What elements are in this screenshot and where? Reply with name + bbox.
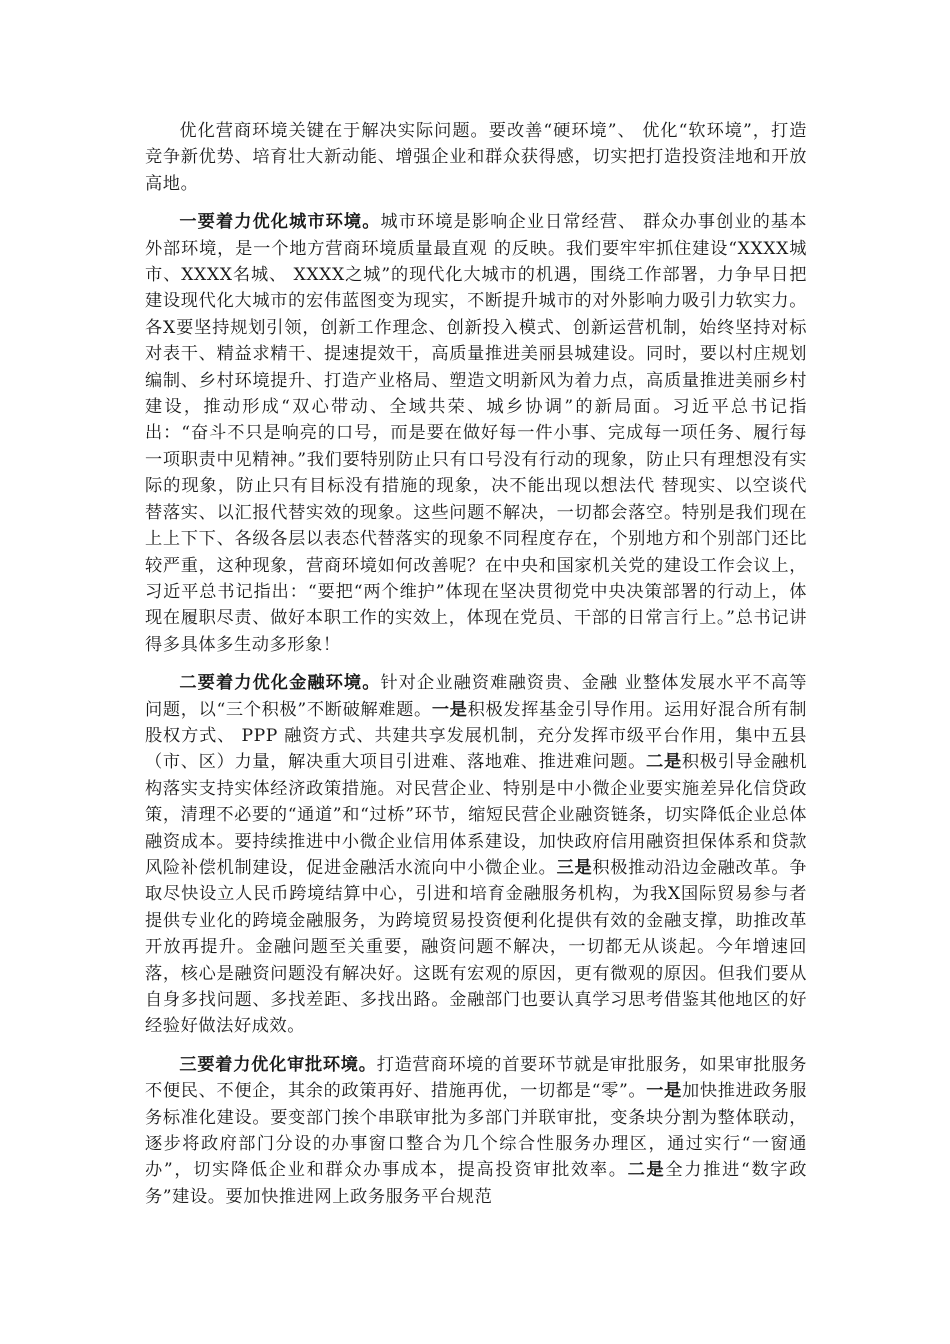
section-text: 加快推进政务服务标准化建设。要变部门挨个串联审批为多部门并联审批，变条块分割为整体联动，逐步将政府部门分设的办事窗口整合为几个综合性服务办理区，通过实行“一窗通办”，切实降低企业和群众办事成本，提高投资审批效率。: [145, 1081, 807, 1181]
point-marker: 一是: [431, 699, 468, 720]
section-heading: 三要着力优化审批环境。: [179, 1054, 377, 1075]
section-city-environment: [145, 209, 807, 658]
section-text: 全力推进“数字政务”建设。要加快推进网上政务服务平台规范: [145, 1160, 808, 1207]
point-marker: 一是: [646, 1081, 683, 1102]
intro-text: 优化营商环境关键在于解决实际问题。要改善“硬环境”、 优化“软环境”，打造竞争新优势、培育壮大新动能、增强企业和群众获得感，切实把打造投资洼地和开放高地。: [145, 121, 807, 194]
section-text: 积极发挥基金引导作用。运用好混合所有制股权方式、 PPP 融资方式、共建共享发展机制，充分发挥市级平台作用，集中五县（市、区）力量，解决重大项目引进难、落地难、推进难问题。: [145, 699, 807, 773]
section-text: 积极引导金融机构落实支持实体经济政策措施。对民营企业、特别是中小微企业要实施差异化信贷政策，清理不必要的“通道”和“过桥”环节，缩短民营企业融资链条，切实降低企业总体融资成本。要持续推进中小微企业信用体系建设，加快政府信用融资担保体系和贷款风险补偿机制建设，促进金融活水流向中小微企业。: [145, 752, 807, 878]
point-marker: 二是: [646, 752, 682, 773]
section-approval-environment: [145, 1052, 807, 1210]
point-marker: 三是: [556, 857, 593, 878]
section-body: 城市环境是影响企业日常经营、 群众办事创业的基本外部环境，是一个地方营商环境质量最直观 的反映。我们要牢牢抓住建设“XXXX城市、XXXX名城、 XXXX之城”的现代化大城市的机遇，围绕工作部署，力争早日把建设现代化大城市的宏伟蓝图变为现实，不断提升城市的对外影响力吸引力软实力。各X要坚持规划引领，创新工作理念、创新投入模式、创新运营机制，始终坚持对标对表干、精益求精干、提速提效干，高质量推进美丽县城建设。同时，要以村庄规划编制、乡村环境提升、打造产业格局、塑造文明新风为着力点，高质量推进美丽乡村建设，推动形成“双心带动、全域共荣、城乡协调”的新局面。习近平总书记指出：“奋斗不只是响亮的口号，而是要在做好每一件小事、完成每一项任务、履行每一项职责中见精神。”我们要特别防止只有口号没有行动的现象，防止只有理想没有实际的现象，防止只有目标没有措施的现象，决不能出现以想法代 替现实、以空谈代替落实、以汇报代替实效的现象。这些问题不解决，一切都会落空。特别是我们现在上上下下、各级各层以表态代替落实的现象不同程度存在，个别地方和个别部门还比较严重，这种现象，营商环境如何改善呢？在中央和国家机关党的建设工作会议上，习近平总书记指出：“要把“两个维护”体现在坚决贯彻党中央决策部署的行动上，体现在履职尽责、做好本职工作的实效上，体现在党员、干部的日常言行上。”总书记讲得多具体多生动多形象！: [145, 212, 807, 655]
section-text: 打造营商环境的首要环节就是审批服务，如果审批服务不便民、不便企，其余的政策再好、措施再优，一切都是“零”。: [145, 1054, 807, 1102]
section-text: 针对企业融资难融资贵、金融 业整体发展水平不高等问题，以“三个积极”不断破解难题。: [145, 673, 807, 720]
section-financial-environment: [145, 670, 807, 1040]
intro-paragraph: [145, 118, 807, 197]
document-page: [145, 118, 807, 1222]
section-heading: 一要着力优化城市环境。: [179, 212, 381, 233]
section-text: 积极推动沿边金融改革。争取尽快设立人民币跨境结算中心，引进和培育金融服务机构，为我X国际贸易参与者提供专业化的跨境金融服务，为跨境贸易投资便利化提供有效的金融支撑，助推改革开放再提升。金融问题至关重要，融资问题不解决，一切都无从谈起。今年增速回落，核心是融资问题没有解决好。这既有宏观的原因，更有微观的原因。但我们要从自身多找问题、多找差距、多找出路。金融部门也要认真学习思考借鉴其他地区的好经验好做法好成效。: [145, 857, 808, 1037]
point-marker: 二是: [627, 1160, 666, 1181]
section-heading: 二要着力优化金融环境。: [179, 673, 381, 694]
